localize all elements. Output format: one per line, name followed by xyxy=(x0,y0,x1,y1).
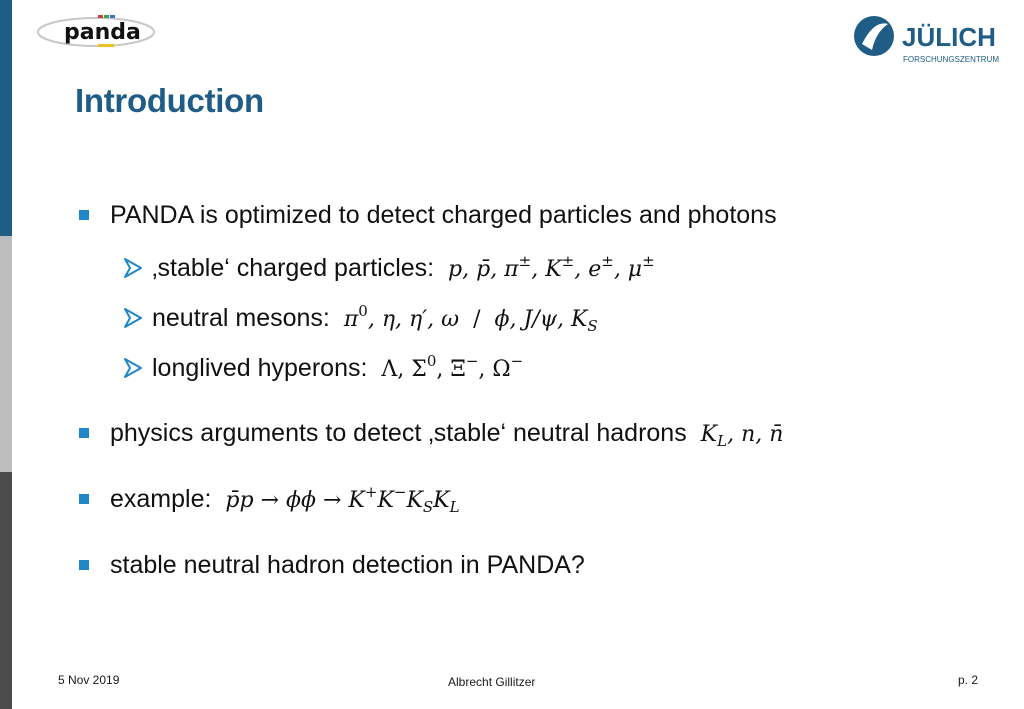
hyperons-formula: Λ, $\Sigma^0$, Ξ−, Ω− xyxy=(381,352,524,382)
charged-particles-formula: p, p̄, π±, K±, e±, μ± xyxy=(441,252,655,282)
subbullet-2 xyxy=(152,303,598,335)
square-bullet-icon xyxy=(79,428,89,438)
bullet-4 xyxy=(110,550,585,580)
slide-title: Introduction xyxy=(75,82,264,119)
bullet-1 xyxy=(110,200,777,230)
reaction-formula: p̄p → $\phi\phi \to K^+K^-K_SK_L$ xyxy=(218,483,460,516)
square-bullet-icon xyxy=(79,494,89,504)
square-bullet-icon xyxy=(79,560,89,570)
neutral-mesons-formula: $\pi^0$, η, η′, ω / ϕ, J/ψ, $K_S$ xyxy=(336,302,598,335)
subbullet-3 xyxy=(152,353,523,385)
footer-author: Albrecht Gillitzer xyxy=(448,675,536,689)
juelich-logo-name: JÜLICH xyxy=(902,22,996,52)
bullet-2 xyxy=(110,418,783,450)
subbullet-3-text: longlived hyperons: xyxy=(152,354,368,382)
square-bullet-icon xyxy=(79,210,89,220)
arrow-bullet-icon xyxy=(122,357,144,379)
panda-logo-text: panda xyxy=(64,20,141,45)
bullet-3 xyxy=(110,484,460,516)
subbullet-2-text: neutral mesons: xyxy=(152,304,330,332)
footer-page-number: p. 2 xyxy=(958,673,979,687)
juelich-logo-subtitle: FORSCHUNGSZENTRUM xyxy=(903,55,999,64)
footer-date: 5 Nov 2019 xyxy=(58,673,120,687)
arrow-bullet-icon xyxy=(122,257,144,279)
bullet-4-text: stable neutral hadron detection in PANDA? xyxy=(110,551,585,579)
subbullet-1-text: ‚stable‘ charged particles: xyxy=(152,254,435,282)
arrow-bullet-icon xyxy=(122,307,144,329)
subbullet-1 xyxy=(152,253,655,285)
bullet-1-text: PANDA is optimized to detect charged particles and photons xyxy=(110,201,777,229)
bullet-3-text: example: xyxy=(110,485,212,513)
bullet-2-text: physics arguments to detect ‚stable‘ neutral hadrons xyxy=(110,419,687,447)
neutral-hadrons-formula: $K_L$, n, n̄ xyxy=(693,422,784,450)
